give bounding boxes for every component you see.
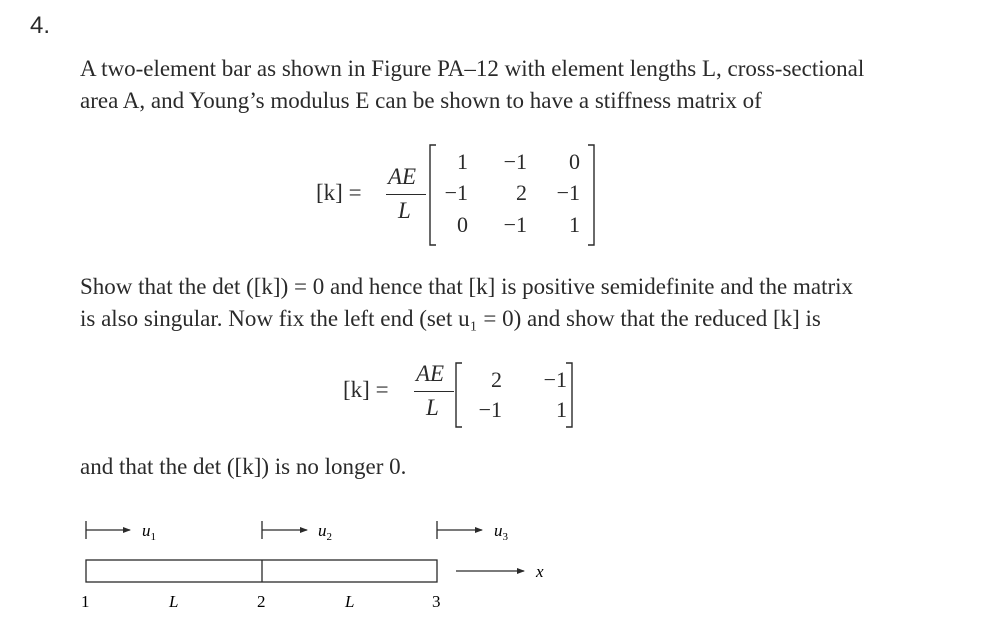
matrix-cell: −1: [478, 397, 502, 422]
middle-paragraph: [80, 271, 960, 335]
equation-lhs: [k] =: [343, 377, 389, 402]
fraction-denominator: L: [426, 395, 439, 420]
closing-line: and that the det ([k]) is no longer 0.: [80, 454, 407, 479]
middle-line-1: Show that the det ([k]) = 0 and hence that [k] is positive semidefinite and the matrix: [80, 274, 854, 299]
closing-paragraph: [80, 451, 960, 483]
matrix-cell: −1: [444, 180, 468, 205]
matrix-cell: 1: [457, 149, 468, 174]
node-label-2: 2: [257, 592, 266, 611]
u2-label: $u_2$: [318, 521, 332, 543]
displacement-arrow-u1: [86, 521, 156, 543]
matrix-cell: −1: [503, 212, 527, 237]
displacement-arrow-u3: [437, 521, 509, 543]
equation-lhs: [k] =: [316, 180, 362, 205]
matrix-cell: −1: [556, 180, 580, 205]
matrix-cell: 1: [569, 212, 580, 237]
displacement-arrow-u2: [262, 521, 332, 543]
u1-label: $u_1$: [142, 521, 156, 543]
node-label-3: 3: [432, 592, 441, 611]
fraction-bar: [414, 391, 454, 392]
fraction-numerator: AE: [388, 164, 417, 189]
intro-paragraph: [80, 53, 960, 117]
intro-line-2: area A, and Young’s modulus E can be shown to have a stiffness matrix of: [80, 88, 762, 113]
matrix-cell: 0: [569, 149, 580, 174]
x-axis-label: x: [536, 562, 544, 581]
question-number: 4.: [30, 12, 51, 39]
matrix-cell: 1: [556, 397, 567, 422]
fraction-numerator: AE: [416, 361, 445, 386]
element-length-label-1: L: [169, 592, 179, 611]
element-length-label-2: L: [345, 592, 355, 611]
node-label-1: 1: [81, 592, 90, 611]
matrix-cell: −1: [543, 367, 567, 392]
matrix-cell: −1: [503, 149, 527, 174]
matrix-cell: 2: [516, 180, 527, 205]
matrix-cell: 0: [457, 212, 468, 237]
middle-line-2: is also singular. Now fix the left end (set u₁ = 0) and show that the reduced [k] is: [80, 306, 821, 331]
intro-line-1: A two-element bar as shown in Figure PA–12 with element lengths L, cross-sectional: [80, 56, 865, 81]
bar-figure: [0, 500, 986, 639]
fraction-bar: [386, 194, 426, 195]
fraction-denominator: L: [398, 198, 411, 223]
matrix-cell: 2: [491, 367, 502, 392]
u3-label: $u_3$: [494, 521, 508, 543]
